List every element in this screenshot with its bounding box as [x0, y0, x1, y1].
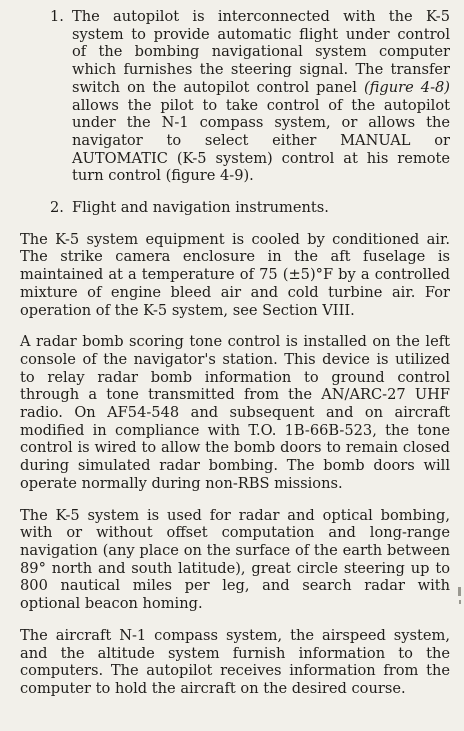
list-text-part: allows the pilot to take control of the autopilot under the N-1 compass system, or allows the navigator to select either MANUAL or AUTOMATIC (K-5 system) control at his remote turn control (figure 4-9). — [72, 96, 450, 185]
list-item-2 — [50, 199, 450, 217]
paragraph-rbs-tone-control: A radar bomb scoring tone control is installed on the left console of the navigator's station. This device is utilized to relay radar bomb information to ground control through a tone transmitted from the AN/ARC-27 UHF radio. On AF54-548 and subsequent and on aircraft modified in compliance with T.O. 1B-66B-523, the tone control is wired to allow the bomb doors to remain closed during simulated radar bombing. The bomb doors will operate normally during non-RBS missions. — [20, 333, 450, 492]
list-number: 2. — [50, 199, 64, 217]
list-text-part: The autopilot is interconnected with the K-5 system to provide automatic flight under control of the bombing navigational system computer which furnishes the steering signal. The transfer switch on the autopilot control panel — [72, 8, 450, 96]
list-item-text — [72, 8, 450, 185]
paragraph-k5-capabilities: The K-5 system is used for radar and optical bombing, with or without offset computation and long-range navigation (any place on the surface of the earth between 89° north and south latitude), great circle steering up to 800 nautical miles per leg, and search radar with optional beacon homing. — [20, 506, 450, 613]
list-item-1 — [50, 8, 450, 185]
figure-reference: (figure 4-8) — [363, 78, 450, 96]
list-item-text: Flight and navigation instruments. — [72, 199, 329, 217]
list-number: 1. — [50, 8, 64, 25]
margin-mark — [458, 587, 462, 609]
paragraph-compass-inputs: The aircraft N-1 compass system, the airspeed system, and the altitude system furnish information to the computers. The autopilot receives information from the computer to hold the aircraft on the desired course. — [20, 626, 450, 697]
paragraph-cooling: The K-5 system equipment is cooled by conditioned air. The strike camera enclosure in the aft fuselage is maintained at a temperature of 75 (±5)°F by a controlled mixture of engine bleed air and cold turbine air. For operation of the K-5 system, see Section VIII. — [20, 230, 450, 319]
document-page — [20, 8, 450, 712]
